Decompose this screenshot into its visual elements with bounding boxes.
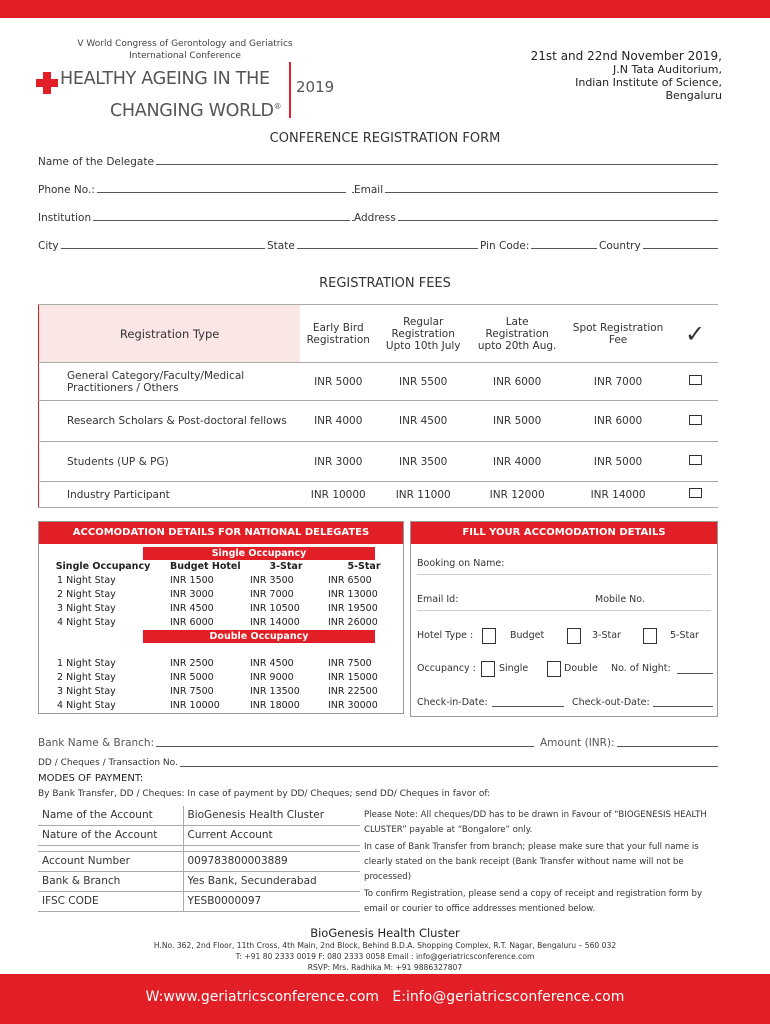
select-checkbox[interactable]: [689, 375, 702, 385]
city-label: City: [38, 240, 59, 252]
payment-value: Current Account: [183, 826, 360, 846]
congress-line-1: V World Congress of Gerontology and Geriatrics: [77, 39, 293, 49]
price-cell: INR 7500: [170, 686, 214, 697]
accommodation-table: [38, 521, 404, 714]
fees-row: [39, 401, 719, 442]
fees-header-row: [39, 305, 719, 363]
payment-value: YESB0000097: [183, 892, 360, 912]
fees-table: [38, 304, 718, 508]
five-star-checkbox[interactable]: [643, 628, 657, 644]
fee-early: INR 4000: [300, 401, 376, 442]
note-cheque: Please Note: All cheques/DD has to be drawn in Favour of “BIOGENESIS HEALTH CLUSTER” payable at “Bongalore” only.: [364, 810, 707, 835]
conference-logo-text: [60, 65, 281, 125]
single-occupancy-bar: Single Occupancy: [143, 547, 375, 560]
price-cell: INR 9000: [250, 672, 294, 683]
price-cell: INR 4500: [250, 658, 294, 669]
stay-cell: 2 Night Stay: [57, 672, 116, 683]
fee-spot: INR 5000: [564, 442, 672, 482]
footer-web-bar: [0, 974, 770, 1024]
address-field[interactable]: [352, 220, 718, 221]
hotel-type-label: Hotel Type :: [417, 630, 474, 641]
stay-cell: 1 Night Stay: [57, 658, 116, 669]
payment-row: [38, 826, 360, 846]
fill-title: FILL YOUR ACCOMODATION DETAILS: [411, 522, 717, 544]
price-cell: INR 7000: [250, 589, 294, 600]
stay-cell: 3 Night Stay: [57, 603, 116, 614]
stay-cell: 3 Night Stay: [57, 686, 116, 697]
single-row: [39, 616, 403, 630]
payment-key: Name of the Account: [38, 806, 183, 826]
form-title: CONFERENCE REGISTRATION FORM: [269, 131, 501, 146]
header-late: Late Registration upto 20th Aug.: [470, 305, 564, 363]
payment-table: [38, 806, 360, 912]
checkout-label: Check-out-Date:: [572, 697, 650, 708]
fee-regular: INR 3500: [376, 442, 470, 482]
address-label: Address: [354, 212, 396, 224]
payment-value: 009783800003889: [183, 852, 360, 872]
payment-value: Yes Bank, Secunderabad: [183, 872, 360, 892]
double-row: [39, 685, 403, 699]
single-row: [39, 588, 403, 602]
logo-line-1: HEALTHY AGEING IN THE: [60, 69, 270, 89]
country-label: Country: [599, 240, 641, 252]
col-budget: Budget Hotel: [170, 561, 241, 572]
price-cell: INR 6000: [170, 617, 214, 628]
double-row: [39, 671, 403, 685]
price-cell: INR 3000: [170, 589, 214, 600]
price-cell: INR 7500: [328, 658, 372, 669]
fee-type: Research Scholars & Post-doctoral fellows: [39, 401, 301, 442]
booking-label: Booking on Name:: [417, 558, 505, 569]
congress-line-2: International Conference: [129, 51, 241, 61]
price-cell: INR 15000: [328, 672, 378, 683]
col-5star: 5-Star: [347, 561, 381, 572]
top-red-bar: [0, 0, 770, 18]
state-label: State: [267, 240, 295, 252]
booking-row[interactable]: [417, 558, 711, 575]
phone-label: Phone No.:: [38, 184, 95, 196]
price-cell: INR 19500: [328, 603, 378, 614]
occupancy-label: Occupancy :: [417, 663, 476, 674]
payment-notes: [364, 808, 724, 917]
logo-year: 2019: [296, 78, 335, 96]
price-cell: INR 10500: [250, 603, 300, 614]
checkin-field[interactable]: [492, 706, 564, 707]
fee-late: INR 6000: [470, 363, 564, 401]
registered-mark: ®: [273, 102, 282, 111]
accommodation-header-row: [39, 560, 403, 574]
payment-key: Nature of the Account: [38, 826, 183, 846]
delegate-label: Name of the Delegate: [38, 156, 154, 168]
congress-subtitle: [60, 38, 310, 62]
fill-accommodation-box: [410, 521, 718, 717]
hotel-type-row: [417, 626, 713, 646]
fee-early: INR 10000: [300, 482, 376, 508]
price-cell: INR 10000: [170, 700, 220, 711]
single-label: Single: [499, 663, 529, 674]
fill-email-label: Email Id:: [417, 594, 459, 605]
col-occupancy: Single Occupancy: [55, 561, 151, 572]
nights-field[interactable]: [677, 673, 713, 674]
payment-row: [38, 806, 360, 826]
occupancy-row: [417, 659, 713, 679]
three-star-label: 3-Star: [592, 630, 621, 641]
payment-value: BioGenesis Health Cluster: [183, 806, 360, 826]
stay-cell: 4 Night Stay: [57, 617, 116, 628]
venue-date: 21st and 22nd November 2019,: [530, 49, 722, 63]
logo-line-2: CHANGING WORLD: [110, 100, 274, 121]
venue-city: Bengaluru: [665, 89, 722, 102]
header-regular: Regular Registration Upto 10th July: [376, 305, 470, 363]
stay-cell: 1 Night Stay: [57, 575, 116, 586]
payment-row: [38, 852, 360, 872]
price-cell: INR 6500: [328, 575, 372, 586]
price-cell: INR 22500: [328, 686, 378, 697]
amount-label: Amount (INR):: [540, 737, 615, 749]
double-row: [39, 657, 403, 671]
price-cell: INR 13500: [250, 686, 300, 697]
fee-spot: INR 14000: [564, 482, 672, 508]
checkmark-icon: ✓: [672, 305, 718, 363]
dates-row: [417, 694, 713, 712]
fee-spot: INR 6000: [564, 401, 672, 442]
price-cell: INR 26000: [328, 617, 378, 628]
double-occupancy-bar: Double Occupancy: [143, 630, 375, 643]
checkout-field[interactable]: [653, 706, 713, 707]
pincode-label: Pin Code:: [480, 240, 530, 252]
red-cross-icon: [36, 72, 58, 94]
note-transfer: In case of Bank Transfer from branch; please make sure that your full name is clearly stated on the bank receipt (Bank Transfer without name will not be processed): [364, 842, 699, 882]
fill-mobile-label: Mobile No.: [595, 594, 645, 605]
venue-auditorium: J.N Tata Auditorium,: [613, 63, 722, 76]
footer-contact: T: +91 80 2333 0019 F: 080 2333 0058 Email : info@geriatricsconference.com: [235, 952, 535, 961]
payment-row: [38, 872, 360, 892]
col-3star: 3-Star: [269, 561, 303, 572]
fees-title: REGISTRATION FEES: [319, 276, 451, 291]
footer-org: BioGenesis Health Cluster: [310, 926, 460, 940]
budget-checkbox[interactable]: [482, 628, 496, 644]
footer-address: H.No. 362, 2nd Floor, 11th Cross, 4th Main, 2nd Block, Behind B.D.A. Shopping Complex, R.T. Nagar, Bengaluru – 560 032: [153, 941, 617, 950]
single-row: [39, 602, 403, 616]
price-cell: INR 13000: [328, 589, 378, 600]
accommodation-title: ACCOMODATION DETAILS FOR NATIONAL DELEGATES: [39, 522, 403, 544]
footer-rsvp: RSVP: Mrs. Radhika M: +91 9886327807: [307, 963, 463, 972]
fee-type: General Category/Faculty/Medical Practitioners / Others: [39, 363, 301, 401]
single-checkbox[interactable]: [481, 661, 495, 677]
modes-title: MODES OF PAYMENT:: [38, 773, 144, 784]
fee-regular: INR 11000: [376, 482, 470, 508]
fee-early: INR 3000: [300, 442, 376, 482]
institution-label: Institution: [38, 212, 92, 224]
email-field[interactable]: [352, 192, 718, 193]
header-early-bird: Early Bird Registration: [300, 305, 376, 363]
fees-row: [39, 482, 719, 508]
dd-label: DD / Cheques / Transaction No.: [38, 758, 178, 768]
payment-key: IFSC CODE: [38, 892, 183, 912]
price-cell: INR 1500: [170, 575, 214, 586]
select-checkbox[interactable]: [689, 415, 702, 425]
fees-row: [39, 442, 719, 482]
fee-type: Students (UP & PG): [39, 442, 301, 482]
single-row: [39, 574, 403, 588]
price-cell: INR 18000: [250, 700, 300, 711]
nights-label: No. of Night:: [611, 663, 671, 674]
price-cell: INR 4500: [170, 603, 214, 614]
bank-name-label: Bank Name & Branch:: [38, 737, 155, 749]
price-cell: INR 2500: [170, 658, 214, 669]
fee-late: INR 12000: [470, 482, 564, 508]
venue-institute: Indian Institute of Science,: [575, 76, 722, 89]
price-cell: INR 14000: [250, 617, 300, 628]
header-spot: Spot Registration Fee: [564, 305, 672, 363]
price-cell: INR 3500: [250, 575, 294, 586]
select-checkbox[interactable]: [689, 488, 702, 498]
select-checkbox[interactable]: [689, 455, 702, 465]
fee-regular: INR 5500: [376, 363, 470, 401]
payment-row: [38, 892, 360, 912]
footer-web-text[interactable]: W:www.geriatricsconference.com E:info@geriatricsconference.com: [145, 989, 625, 1005]
fee-type: Industry Participant: [39, 482, 301, 508]
double-label: Double: [564, 663, 598, 674]
fee-regular: INR 4500: [376, 401, 470, 442]
three-star-checkbox[interactable]: [567, 628, 581, 644]
fee-late: INR 5000: [470, 401, 564, 442]
email-mobile-row[interactable]: [417, 594, 711, 611]
checkin-label: Check-in-Date:: [417, 697, 488, 708]
email-label: Email: [354, 184, 384, 196]
modes-text: By Bank Transfer, DD / Cheques: In case of payment by DD/ Cheques; send DD/ Cheques in favor of:: [38, 789, 491, 799]
header-registration-type: Registration Type: [39, 305, 301, 363]
double-row: [39, 699, 403, 713]
stay-cell: 4 Night Stay: [57, 700, 116, 711]
price-cell: INR 5000: [170, 672, 214, 683]
fee-spot: INR 7000: [564, 363, 672, 401]
payment-key: Account Number: [38, 852, 183, 872]
price-cell: INR 30000: [328, 700, 378, 711]
fee-late: INR 4000: [470, 442, 564, 482]
five-star-label: 5-Star: [670, 630, 699, 641]
logo-divider: [289, 62, 291, 118]
budget-label: Budget: [510, 630, 545, 641]
venue-block: [531, 50, 722, 102]
stay-cell: 2 Night Stay: [57, 589, 116, 600]
double-checkbox[interactable]: [547, 661, 561, 677]
note-confirm: To confirm Registration, please send a copy of receipt and registration form by email or courier to office addresses mentioned below.: [364, 889, 703, 914]
fees-row: [39, 363, 719, 401]
payment-key: Bank & Branch: [38, 872, 183, 892]
fee-early: INR 5000: [300, 363, 376, 401]
